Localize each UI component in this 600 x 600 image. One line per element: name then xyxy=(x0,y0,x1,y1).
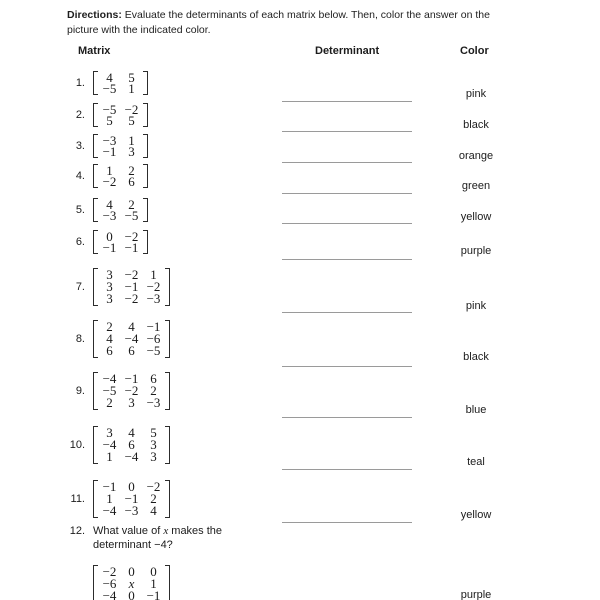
matrix-entry: −2 xyxy=(124,291,139,306)
matrix-entries xyxy=(98,71,143,95)
matrix-entry: −1 xyxy=(124,279,139,294)
matrix-entry: 4 xyxy=(128,425,135,440)
color-label-8: black xyxy=(463,351,489,363)
matrix-entry: 3 xyxy=(150,437,157,452)
matrix xyxy=(93,71,148,95)
matrix-entry: −1 xyxy=(146,319,161,334)
color-label-12: purple xyxy=(460,589,492,600)
color-label-11: yellow xyxy=(460,509,492,521)
matrix-entry: −3 xyxy=(102,133,117,148)
matrix-entry: 3 xyxy=(150,449,157,464)
problem-6 xyxy=(60,230,148,254)
determinant-answer-blank-9 xyxy=(282,417,412,418)
matrix-entry: −2 xyxy=(146,479,161,494)
matrix-entry: 2 xyxy=(150,491,157,506)
question-12-prompt xyxy=(93,524,222,552)
matrix-entry: 2 xyxy=(150,383,157,398)
matrix-entry: 0 xyxy=(128,479,135,494)
matrix-entry: x xyxy=(128,576,135,591)
matrix-entry: 2 xyxy=(128,163,135,178)
matrix-bracket-right xyxy=(143,198,148,222)
problem-8 xyxy=(60,320,170,358)
matrix-entry: 1 xyxy=(128,81,135,96)
problem-number: 4. xyxy=(75,170,85,182)
matrix-entry: 4 xyxy=(128,319,135,334)
matrix-entry: −2 xyxy=(146,279,161,294)
determinant-answer-blank-2 xyxy=(282,131,412,132)
color-label-10: teal xyxy=(467,456,485,468)
matrix-entry: −1 xyxy=(102,479,117,494)
matrix-entry: 3 xyxy=(128,395,135,410)
matrix-entry: 1 xyxy=(128,133,135,148)
matrix-entry: 1 xyxy=(106,449,113,464)
determinant-answer-blank-1 xyxy=(282,101,412,102)
matrix-entry: 6 xyxy=(128,174,135,189)
matrix xyxy=(93,320,170,358)
problem-number: 6. xyxy=(75,236,85,248)
matrix xyxy=(93,372,170,410)
matrix-entry: 3 xyxy=(106,291,113,306)
matrix-entry: −2 xyxy=(124,383,139,398)
matrix-entry: −1 xyxy=(124,240,139,255)
problem-number: 11. xyxy=(70,493,85,505)
variable-x: x xyxy=(163,525,169,537)
problem-number: 12. xyxy=(69,525,85,537)
matrix-entry: 5 xyxy=(128,113,135,128)
matrix-entry: −4 xyxy=(102,588,117,600)
color-label-6: purple xyxy=(460,245,492,257)
matrix-entry: −4 xyxy=(124,449,139,464)
matrix-entries xyxy=(98,103,143,127)
matrix-bracket-right xyxy=(143,230,148,254)
matrix-entry: −4 xyxy=(124,331,139,346)
problem-number: 5. xyxy=(75,204,85,216)
matrix xyxy=(93,230,148,254)
determinant-answer-blank-3 xyxy=(282,162,412,163)
problem-number: 2. xyxy=(75,109,85,121)
matrix-entries xyxy=(98,268,165,306)
color-label-5: yellow xyxy=(460,211,492,223)
matrix-entry: −2 xyxy=(124,267,139,282)
question-12-prompt-line2: determinant −4? xyxy=(93,539,173,551)
matrix-bracket-right xyxy=(143,164,148,188)
matrix-entry: −5 xyxy=(102,102,117,117)
color-label-1: pink xyxy=(465,88,487,100)
determinant-answer-blank-5 xyxy=(282,223,412,224)
matrix-entry: −6 xyxy=(146,331,161,346)
matrix-entry: −5 xyxy=(146,343,161,358)
problem-number: 10. xyxy=(69,439,85,451)
matrix-entry: 1 xyxy=(150,576,157,591)
matrix-entry: 1 xyxy=(150,267,157,282)
matrix-entry: 0 xyxy=(128,564,135,579)
matrix-entries xyxy=(98,565,165,600)
matrix-entry: 0 xyxy=(128,588,135,600)
directions-text-1: Evaluate the determinants of each matrix below. Then, color the answer on the xyxy=(124,9,490,21)
problem-number: 3. xyxy=(75,140,85,152)
matrix xyxy=(93,565,170,600)
problem-number: 1. xyxy=(75,77,85,89)
directions-text-2: picture with the indicated color. xyxy=(67,24,211,36)
matrix-bracket-right xyxy=(165,372,170,410)
matrix-entry: −5 xyxy=(124,208,139,223)
matrix xyxy=(93,134,148,158)
matrix-bracket-right xyxy=(165,426,170,464)
matrix-entry: 1 xyxy=(106,491,113,506)
matrix-bracket-right xyxy=(143,103,148,127)
directions-label: Directions: xyxy=(67,9,122,21)
matrix-entry: −3 xyxy=(102,208,117,223)
matrix-entry: 2 xyxy=(106,319,113,334)
determinant-answer-blank-8 xyxy=(282,366,412,367)
problem-1 xyxy=(60,71,148,95)
matrix-entry: 5 xyxy=(106,113,113,128)
header-determinant: Determinant xyxy=(315,45,380,57)
matrix-entry: −4 xyxy=(102,437,117,452)
matrix-entry: 3 xyxy=(106,267,113,282)
matrix-bracket-right xyxy=(165,268,170,306)
matrix-bracket-right xyxy=(165,480,170,518)
problem-7 xyxy=(60,268,170,306)
color-label-7: pink xyxy=(465,300,487,312)
matrix xyxy=(93,198,148,222)
matrix-entry: 6 xyxy=(128,437,135,452)
problem-5 xyxy=(60,198,148,222)
matrix-entry: −1 xyxy=(124,491,139,506)
matrix-entries xyxy=(98,480,165,518)
problem-11 xyxy=(60,480,170,518)
problem-4 xyxy=(60,164,148,188)
matrix-entries xyxy=(98,320,165,358)
problem-10 xyxy=(60,426,170,464)
directions-line-1 xyxy=(67,8,537,23)
problem-9 xyxy=(60,372,170,410)
matrix xyxy=(93,426,170,464)
color-label-4: green xyxy=(461,180,491,192)
matrix-bracket-right xyxy=(165,320,170,358)
question-12-prompt-line1: What value of x makes the xyxy=(93,525,223,537)
matrix-entry: 3 xyxy=(128,144,135,159)
matrix-entry: 4 xyxy=(106,331,113,346)
problem-2 xyxy=(60,103,148,127)
problem-12-matrix xyxy=(60,565,170,600)
determinant-answer-blank-6 xyxy=(282,259,412,260)
matrix-entries xyxy=(98,164,143,188)
determinant-answer-blank-10 xyxy=(282,469,412,470)
matrix-entry: −3 xyxy=(146,291,161,306)
matrix-entry: −5 xyxy=(102,81,117,96)
matrix-entry: −1 xyxy=(124,371,139,386)
matrix-entries xyxy=(98,426,165,464)
determinant-answer-blank-4 xyxy=(282,193,412,194)
question-12 xyxy=(64,524,222,552)
matrix-bracket-right xyxy=(143,71,148,95)
matrix xyxy=(93,164,148,188)
matrix-entry: 5 xyxy=(150,425,157,440)
matrix-entries xyxy=(98,230,143,254)
matrix-entry: 3 xyxy=(106,425,113,440)
matrix-entry: 5 xyxy=(128,70,135,85)
problem-number: 7. xyxy=(75,281,85,293)
matrix-entry: −3 xyxy=(124,503,139,518)
matrix-entry: 4 xyxy=(150,503,157,518)
determinant-answer-blank-11 xyxy=(282,522,412,523)
matrix-entry: 6 xyxy=(106,343,113,358)
problem-number: 8. xyxy=(75,333,85,345)
matrix-entries xyxy=(98,134,143,158)
matrix-entry: 6 xyxy=(128,343,135,358)
matrix-entry: −4 xyxy=(102,371,117,386)
directions xyxy=(67,8,537,38)
matrix-entry: 0 xyxy=(150,564,157,579)
matrix-entry: 2 xyxy=(128,197,135,212)
color-label-2: black xyxy=(463,119,489,131)
matrix-entry: −2 xyxy=(124,229,139,244)
matrix-entry: 0 xyxy=(106,229,113,244)
header-matrix: Matrix xyxy=(78,45,111,57)
matrix xyxy=(93,268,170,306)
matrix-entry: −6 xyxy=(102,576,117,591)
problem-number: 9. xyxy=(75,385,85,397)
matrix-bracket-right xyxy=(165,565,170,600)
problem-3 xyxy=(60,134,148,158)
matrix-entry: 1 xyxy=(106,163,113,178)
matrix-entry: −1 xyxy=(102,144,117,159)
matrix-entry: 6 xyxy=(150,371,157,386)
matrix-entry: −2 xyxy=(124,102,139,117)
matrix-entry: 3 xyxy=(106,279,113,294)
matrix xyxy=(93,480,170,518)
matrix-entries xyxy=(98,198,143,222)
matrix-entry: −5 xyxy=(102,383,117,398)
matrix-entry: −3 xyxy=(146,395,161,410)
matrix xyxy=(93,103,148,127)
matrix-entry: 4 xyxy=(106,70,113,85)
determinant-answer-blank-7 xyxy=(282,312,412,313)
matrix-entry: 2 xyxy=(106,395,113,410)
header-color: Color xyxy=(460,45,489,57)
matrix-entry: 4 xyxy=(106,197,113,212)
matrix-bracket-right xyxy=(143,134,148,158)
matrix-entry: −2 xyxy=(102,564,117,579)
matrix-entry: −4 xyxy=(102,503,117,518)
color-label-9: blue xyxy=(465,404,487,416)
matrix-entry: −2 xyxy=(102,174,117,189)
matrix-entries xyxy=(98,372,165,410)
matrix-entry: −1 xyxy=(146,588,161,600)
color-label-3: orange xyxy=(458,150,494,162)
matrix-entry: −1 xyxy=(102,240,117,255)
